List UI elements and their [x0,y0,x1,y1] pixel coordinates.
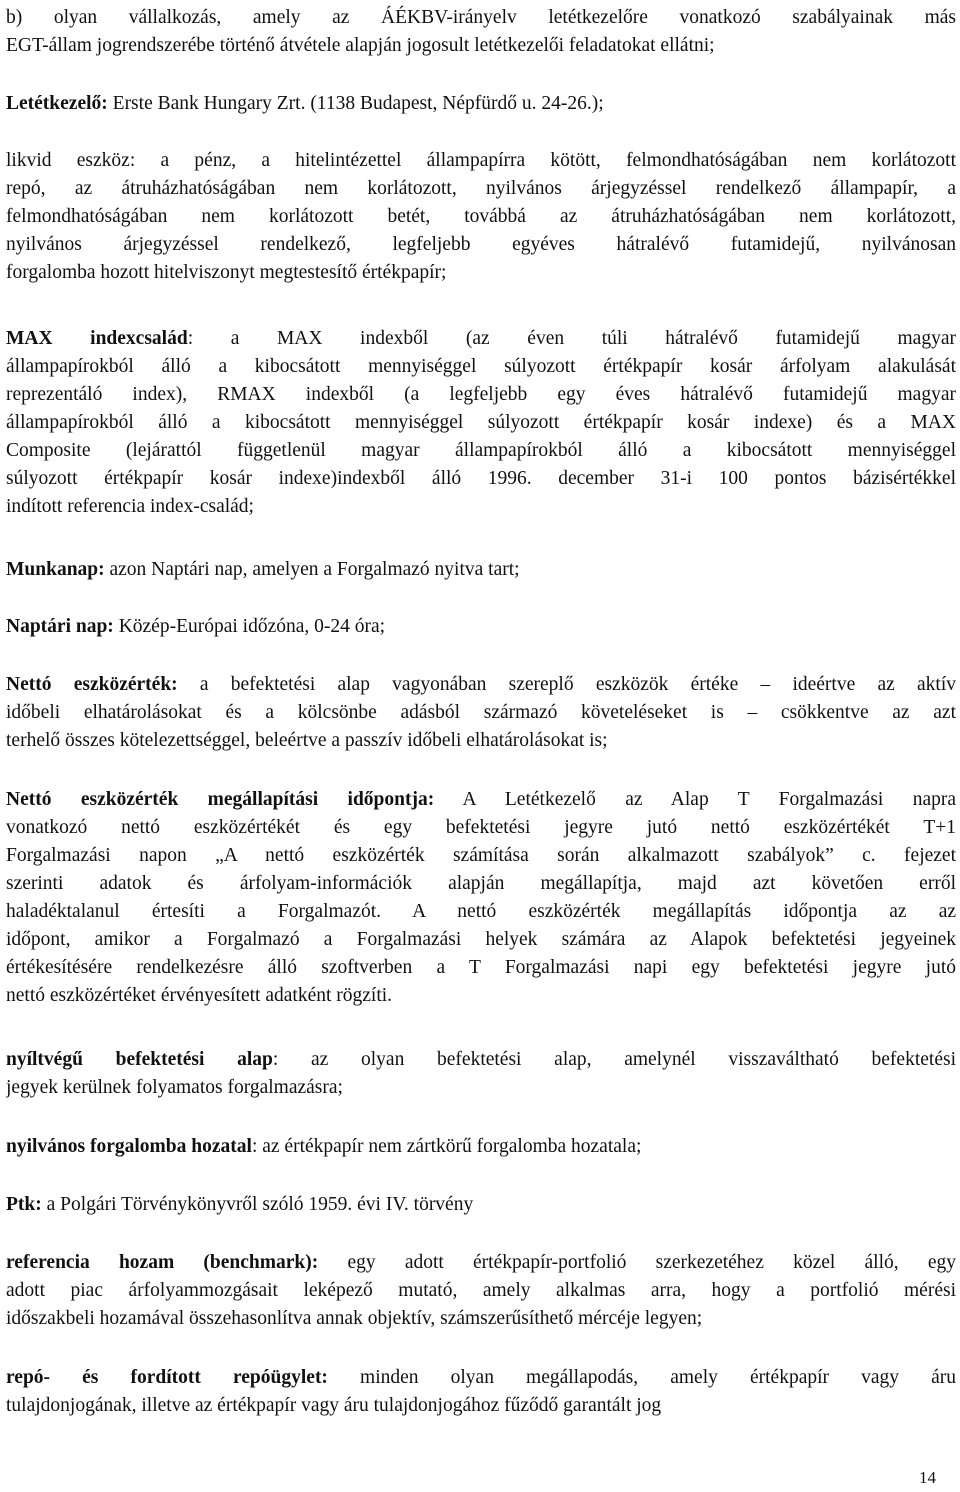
text-line [6,1305,956,1333]
paragraph-referencia-hozam [6,1249,956,1333]
text-line [6,982,956,1010]
paragraph-netto-eszkozertek [6,671,956,755]
paragraph-nyiltvegu-alap [6,1046,956,1102]
text-line [6,381,956,409]
text-run: tulajdonjogának, illetve az értékpapír vagy áru tulajdonjogához fűződő garantált jog [6,1395,662,1416]
term-label: Letétkezelő: [6,93,108,114]
text-run: : az olyan befektetési alap, amelynél visszaváltható befektetési [272,1049,956,1070]
text-run: Erste Bank Hungary Zrt. (1138 Budapest, Népfürdő u. 24-26.); [107,93,604,114]
text-line [6,699,956,727]
paragraph-repo-ugylet [6,1364,956,1420]
term-label: nyilvános forgalomba hozatal [6,1136,252,1157]
text-line [6,814,956,842]
term-label: Nettó eszközérték: [6,674,178,695]
paragraph-1 [6,4,956,60]
text-run: időszakbeli hozamával összehasonlítva annak objektív, számszerűsíthető mércéje legyen; [6,1308,703,1329]
text-run: értékesítésére rendelkezésre álló szoftverben a T Forgalmazási napi egy befektetési jegyre jutó [6,957,956,978]
paragraph-max-indexcsalad [6,325,956,521]
term-label: Naptári nap: [6,616,114,637]
text-line [6,4,956,32]
text-run: súlyozott értékpapír kosár indexe)indexből álló 1996. december 31-i 100 pontos bázisértékkel [6,468,956,489]
term-label: repó- és fordított repóügylet: [6,1367,328,1388]
paragraph-nyilvanos-forgalomba-hozatal [6,1133,956,1161]
text-run: állampapírokból álló a kibocsátott mennyiséggel súlyozott értékpapír kosár árfolyam alakulását [6,356,956,377]
text-line [6,90,956,118]
text-line [6,870,956,898]
text-run: egy adott értékpapír-portfolió szerkezetéhez közel álló, egy [318,1252,956,1273]
text-line [6,556,956,584]
text-line [6,325,956,353]
text-run: szerinti adatok és árfolyam-információk alapján megállapítja, majd azt követően erről [6,873,956,894]
text-line [6,898,956,926]
text-run: repó, az átruházhatóságában nem korlátozott, nyilvános árjegyzéssel rendelkező állampapír, a [6,178,956,199]
text-run: forgalomba hozott hitelviszonyt megtestesítő értékpapír; [6,262,447,283]
text-run: állampapírokból álló a kibocsátott mennyiséggel súlyozott értékpapír kosár indexe) és a MAX [6,412,956,433]
text-line [6,1277,956,1305]
text-run: terhelő összes kötelezettséggel, beleértve a passzív időbeli elhatárolásokat is; [6,730,608,751]
term-label: Munkanap: [6,559,105,580]
text-line [6,842,956,870]
paragraph-netto-eszkozertek-idopontja [6,786,956,1010]
text-line [6,465,956,493]
text-line [6,1046,956,1074]
text-line [6,231,956,259]
text-line [6,1249,956,1277]
text-run: EGT-állam jogrendszerébe történő átvétele alapján jogosult letétkezelői feladatokat ellátni; [6,35,715,56]
paragraph-likvid-eszkoz [6,147,956,287]
text-run: vonatkozó nettó eszközértékét és egy befektetési jegyre jutó nettó eszközértékét T+1 [6,817,956,838]
text-run: b) olyan vállalkozás, amely az ÁÉKBV-irányelv letétkezelőre vonatkozó szabályainak más [6,7,956,28]
term-label: Nettó eszközérték megállapítási időpontja: [6,789,435,810]
text-run: Composite (lejárattól függetlenül magyar állampapírokból álló a kibocsátott mennyiséggel [6,440,956,461]
text-run: Forgalmazási napon „A nettó eszközérték számítása során alkalmazott szabályok” c. fejezet [6,845,956,866]
text-run: Közép-Európai időzóna, 0-24 óra; [113,616,386,637]
text-line [6,147,956,175]
text-line [6,1191,956,1219]
text-run: azon Naptári nap, amelyen a Forgalmazó nyitva tart; [104,559,520,580]
text-line [6,786,956,814]
text-line [6,1133,956,1161]
text-run: adott piac árfolyammozgásait leképező mutató, amely alkalmas arra, hogy a portfolió mérési [6,1280,956,1301]
text-run: a befektetési alap vagyonában szereplő eszközök értéke – ideértve az aktív [177,674,956,695]
text-line [6,203,956,231]
text-line [6,671,956,699]
page-number: 14 [919,1468,936,1487]
paragraph-ptk [6,1191,956,1219]
text-run: A Letétkezelő az Alap T Forgalmazási napra [434,789,956,810]
text-line [6,409,956,437]
text-line [6,1392,956,1420]
term-label: nyíltvégű befektetési alap [6,1049,273,1070]
text-line [6,353,956,381]
text-line [6,954,956,982]
term-label: Ptk: [6,1194,42,1215]
text-line [6,259,956,287]
text-run: : a MAX indexből (az éven túli hátralévő futamidejű magyar [187,328,956,349]
text-line [6,175,956,203]
text-run: haladéktalanul értesíti a Forgalmazót. A nettó eszközérték megállapítás időpontja az az [6,901,956,922]
text-run: reprezentáló index), RMAX indexből (a legfeljebb egy éves hátralévő futamidejű magyar [6,384,956,405]
text-run: minden olyan megállapodás, amely értékpapír vagy áru [327,1367,956,1388]
text-run: nettó eszközértéket érvényesített adatként rögzíti. [6,985,393,1006]
text-run: időpont, amikor a Forgalmazó a Forgalmazási helyek számára az Alapok befektetési jegyeinek [6,929,956,950]
text-run: indított referencia index-család; [6,496,254,517]
text-line [6,727,956,755]
text-run: időbeli elhatárolásokat és a kölcsönbe adásból származó követeléseket is – csökkentve az azt [6,702,956,723]
text-run: nyilvános árjegyzéssel rendelkező, legfeljebb egyéves hátralévő futamidejű, nyilvánosan [6,234,956,255]
term-label: MAX indexcsalád [6,328,188,349]
text-run: a Polgári Törvénykönyvről szóló 1959. évi IV. törvény [41,1194,474,1215]
text-line [6,926,956,954]
text-line [6,437,956,465]
paragraph-munkanap [6,556,956,584]
text-run: likvid eszköz: a pénz, a hitelintézettel állampapírra kötött, felmondhatóságában nem korlátozott [6,150,956,171]
term-label: referencia hozam (benchmark): [6,1252,319,1273]
text-run: : az értékpapír nem zártkörű forgalomba hozatala; [251,1136,642,1157]
paragraph-naptari-nap [6,613,956,641]
text-line [6,613,956,641]
text-line [6,493,956,521]
text-line [6,1074,956,1102]
text-line [6,1364,956,1392]
text-run: jegyek kerülnek folyamatos forgalmazásra; [6,1077,343,1098]
paragraph-letetkezelo [6,90,956,118]
text-line [6,32,956,60]
text-run: felmondhatóságában nem korlátozott betét, továbbá az átruházhatóságában nem korlátozott, [6,206,956,227]
